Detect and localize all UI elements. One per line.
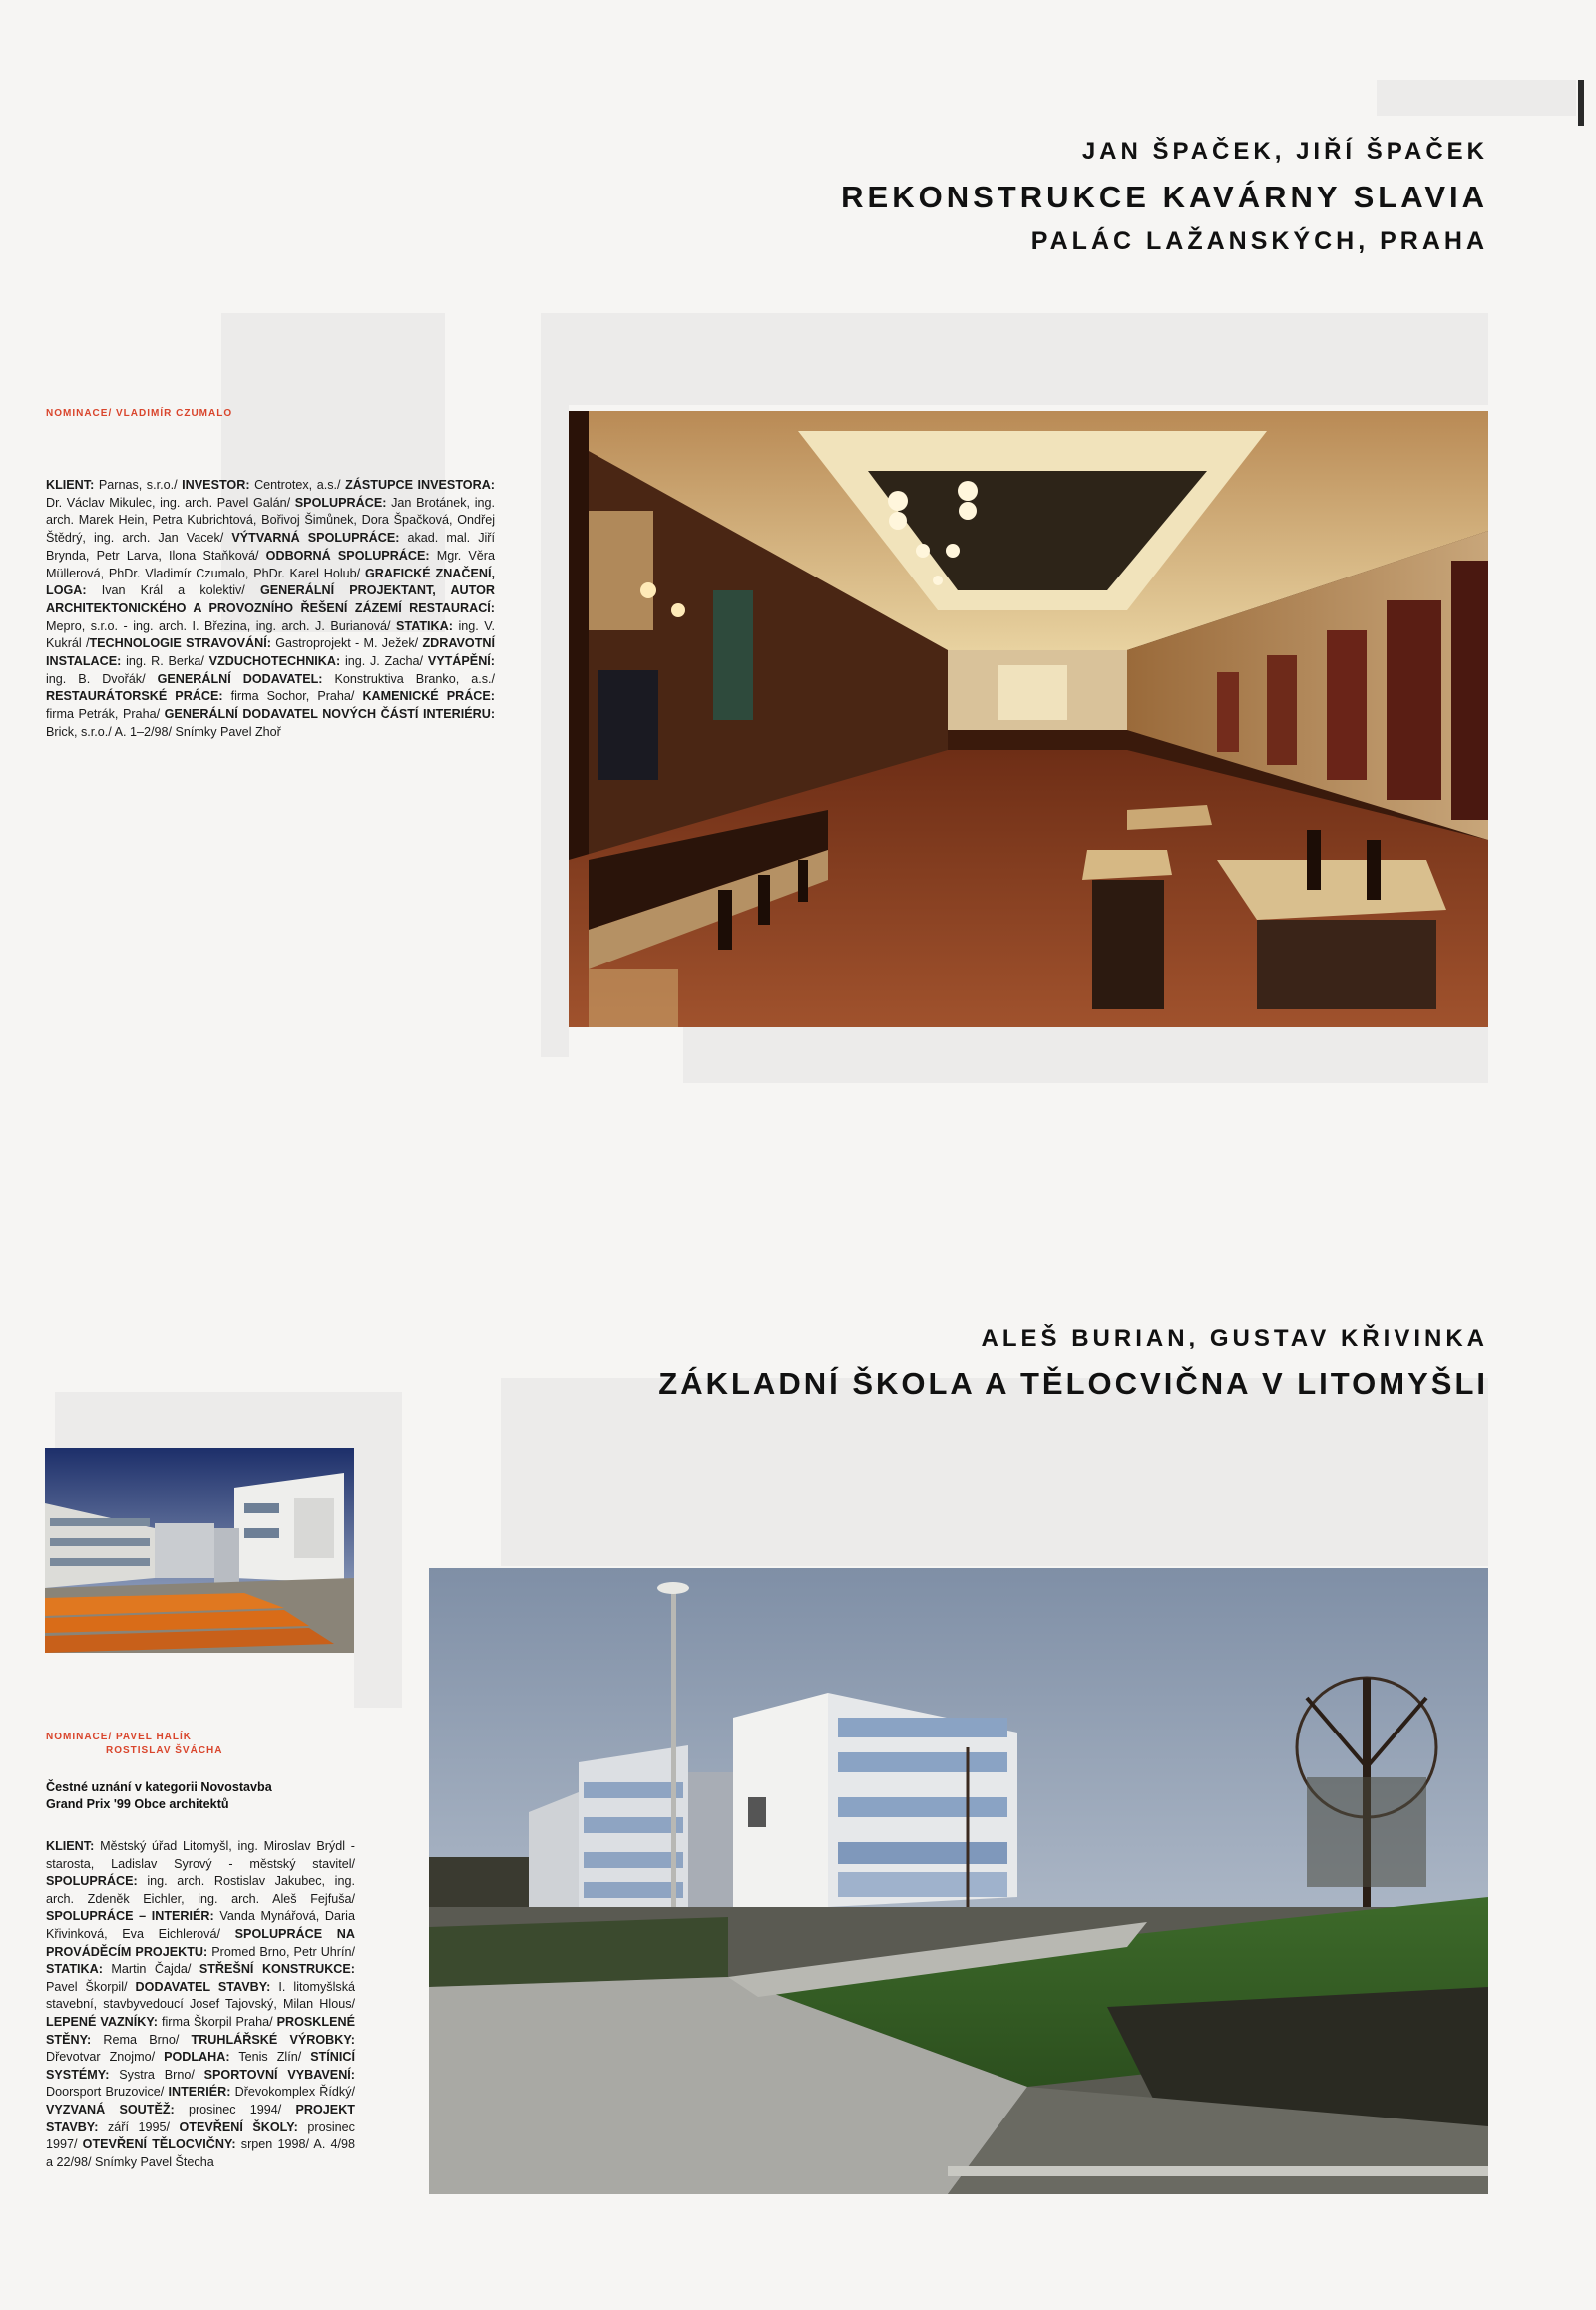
credit-label: SPORTOVNÍ VYBAVENÍ: bbox=[203, 2067, 355, 2082]
credit-label: VYTÁPĚNÍ: bbox=[427, 654, 495, 669]
credit-value: Dřevokomplex Řídký/ bbox=[230, 2085, 355, 2100]
credit-label: PODLAHA: bbox=[164, 2050, 230, 2065]
credit-label: RESTAURÁTORSKÉ PRÁCE: bbox=[46, 689, 223, 704]
cafe-interior-photo bbox=[569, 411, 1488, 1027]
credit-label: PROSKLENÉ STĚNY: bbox=[46, 2014, 355, 2047]
credit-label: GRAFICKÉ ZNAČENÍ, LOGA: bbox=[46, 566, 495, 598]
credit-value: akad. mal. Jiří Brynda, Petr Larva, Ilona Staňková/ bbox=[46, 531, 495, 563]
credit-value: Systra Brno/ bbox=[109, 2067, 204, 2082]
credit-label: PROJEKT STAVBY: bbox=[46, 2102, 355, 2134]
credit-label: STÍNICÍ SYSTÉMY: bbox=[46, 2050, 355, 2082]
credit-label: GENERÁLNÍ PROJEKTANT, AUTOR ARCHITEKTONICKÉHO A PROVOZNÍHO ŘEŠENÍ ZÁZEMÍ RESTAURACÍ: bbox=[46, 583, 495, 615]
school-building-photo bbox=[429, 1568, 1488, 2194]
credit-label: TECHNOLOGIE STRAVOVÁNÍ: bbox=[89, 636, 271, 651]
credit-value: srpen 1998/ A. 4/98 a 22/98/ Snímky Pavel Štecha bbox=[46, 2137, 355, 2169]
credit-value: I. litomyšlská stavební, stavbyvedoucí Josef Tajovský, Milan Hlous/ bbox=[46, 1979, 355, 2012]
section2-title: ZÁKLADNÍ ŠKOLA A TĚLOCVIČNA V LITOMYŠLI bbox=[658, 1366, 1488, 1401]
section2-nomination-line2: ROSTISLAV ŠVÁCHA bbox=[106, 1745, 223, 1756]
credit-value: ing. V. Kukrál / bbox=[46, 618, 496, 651]
show-through-panel bbox=[55, 1392, 402, 1448]
section2-nomination-line1: NOMINACE/ PAVEL HALÍK bbox=[46, 1732, 193, 1742]
credit-label: KAMENICKÉ PRÁCE: bbox=[362, 689, 495, 704]
credit-label: VYZVANÁ SOUTĚŽ: bbox=[46, 2102, 175, 2117]
credit-value: prosinec 1994/ bbox=[174, 2102, 296, 2117]
credit-label: SPOLUPRÁCE: bbox=[46, 1874, 138, 1889]
credit-label: DODAVATEL STAVBY: bbox=[135, 1979, 271, 1994]
credit-label: ODBORNÁ SPOLUPRÁCE: bbox=[265, 548, 430, 563]
credit-label: VÝTVARNÁ SPOLUPRÁCE: bbox=[231, 531, 400, 546]
section2-credits bbox=[46, 1838, 355, 2171]
credit-label: SPOLUPRÁCE – INTERIÉR: bbox=[46, 1909, 214, 1924]
credit-value: Dřevotvar Znojmo/ bbox=[46, 2050, 165, 2065]
credit-label: GENERÁLNÍ DODAVATEL NOVÝCH ČÁSTÍ INTERIÉRU: bbox=[164, 707, 496, 722]
credit-value: Pavel Škorpil/ bbox=[46, 1979, 136, 1994]
section1-credits bbox=[46, 477, 495, 742]
credit-label: TRUHLÁŘSKÉ VÝROBKY: bbox=[191, 2032, 355, 2047]
credit-value: Centrotex, a.s./ bbox=[249, 478, 346, 492]
credit-label: KLIENT: bbox=[46, 478, 95, 492]
credit-label: STATIKA: bbox=[46, 1962, 103, 1977]
school-courtyard-photo bbox=[45, 1448, 354, 1653]
credit-value: Městský úřad Litomyšl, ing. Miroslav Brýdl - starosta, Ladislav Syrový - městský stavitel/ bbox=[46, 1839, 355, 1871]
credit-value: firma Petrák, Praha/ bbox=[46, 707, 165, 722]
credit-value: Parnas, s.r.o./ bbox=[94, 478, 183, 492]
credit-label: VZDUCHOTECHNIKA: bbox=[208, 654, 341, 669]
credit-value: Tenis Zlín/ bbox=[229, 2050, 311, 2065]
page-edge-mark bbox=[1578, 80, 1584, 126]
credit-value: Jan Brotánek, ing. arch. Marek Hein, Petra Kubrichtová, Bořivoj Šimůnek, Dora Špačková, Ondřej Štědrý, ing. arch. Jan Vacek/ bbox=[46, 495, 495, 546]
credit-label: STŘEŠNÍ KONSTRUKCE: bbox=[199, 1962, 355, 1977]
section2-authors: ALEŠ BURIAN, GUSTAV KŘIVINKA bbox=[981, 1325, 1488, 1351]
credit-label: KLIENT: bbox=[46, 1839, 95, 1853]
credit-label: ZÁSTUPCE INVESTORA: bbox=[345, 478, 495, 492]
credit-value: Ivan Král a kolektiv/ bbox=[86, 583, 260, 598]
show-through-panel bbox=[683, 1027, 1488, 1083]
credit-label: ZDRAVOTNÍ INSTALACE: bbox=[46, 636, 495, 669]
credit-value: Mepro, s.r.o. - ing. arch. I. Březina, ing. arch. J. Burianová/ bbox=[46, 618, 397, 633]
credit-value: Brick, s.r.o./ A. 1–2/98/ Snímky Pavel Zhoř bbox=[46, 724, 281, 739]
credit-value: Promed Brno, Petr Uhrín/ bbox=[207, 1944, 355, 1959]
credit-value: ing. R. Berka/ bbox=[121, 654, 209, 669]
section1-title: REKONSTRUKCE KAVÁRNY SLAVIA bbox=[841, 180, 1488, 214]
credit-label: OTEVŘENÍ ŠKOLY: bbox=[179, 2119, 298, 2134]
credit-value: Rema Brno/ bbox=[91, 2032, 192, 2047]
credit-value: Konstruktiva Branko, a.s./ bbox=[322, 671, 496, 686]
credit-value: ing. arch. Rostislav Jakubec, ing. arch. Zdeněk Eichler, ing. arch. Aleš Fejfuša/ bbox=[46, 1874, 355, 1906]
credit-value: firma Škorpil Praha/ bbox=[158, 2014, 277, 2029]
credit-label: STATIKA: bbox=[396, 618, 453, 633]
credit-value: ing. B. Dvořák/ bbox=[46, 671, 158, 686]
credit-value: Martin Čajda/ bbox=[102, 1962, 200, 1977]
credit-label: SPOLUPRÁCE: bbox=[294, 495, 387, 510]
section1-subtitle: PALÁC LAŽANSKÝCH, PRAHA bbox=[1030, 227, 1488, 255]
show-through-panel bbox=[354, 1448, 402, 1708]
section2-award: Čestné uznání v kategorii Novostavba Grand Prix '99 Obce architektů bbox=[46, 1780, 272, 1811]
show-through-panel bbox=[541, 405, 569, 1057]
credit-label: GENERÁLNÍ DODAVATEL: bbox=[157, 671, 323, 686]
credit-label: LEPENÉ VAZNÍKY: bbox=[46, 2014, 158, 2029]
credit-value: září 1995/ bbox=[98, 2119, 180, 2134]
credit-value: Vanda Mynářová, Daria Křivinková, Eva Eichlerová/ bbox=[46, 1909, 355, 1941]
page-section-tab bbox=[1377, 80, 1576, 116]
credit-value: Gastroprojekt - M. Ježek/ bbox=[270, 636, 423, 651]
credit-value: ing. J. Zacha/ bbox=[340, 654, 428, 669]
show-through-panel bbox=[501, 1378, 1488, 1566]
credit-label: INTERIÉR: bbox=[168, 2085, 231, 2100]
credit-value: firma Sochor, Praha/ bbox=[222, 689, 363, 704]
credit-label: OTEVŘENÍ TĚLOCVIČNY: bbox=[82, 2137, 236, 2152]
credit-label: SPOLUPRÁCE NA PROVÁDĚCÍM PROJEKTU: bbox=[46, 1926, 355, 1959]
credit-label: INVESTOR: bbox=[182, 478, 250, 492]
credit-value: Dr. Václav Mikulec, ing. arch. Pavel Galán/ bbox=[46, 495, 295, 510]
show-through-panel bbox=[541, 313, 1488, 405]
section1-nomination: NOMINACE/ VLADIMÍR CZUMALO bbox=[46, 408, 233, 419]
credit-value: Doorsport Bruzovice/ bbox=[46, 2085, 169, 2100]
section1-authors: JAN ŠPAČEK, JIŘÍ ŠPAČEK bbox=[1081, 138, 1488, 165]
credit-value: Mgr. Věra Müllerová, PhDr. Vladimír Czumalo, PhDr. Karel Holub/ bbox=[46, 548, 496, 580]
credit-value: prosinec 1997/ bbox=[46, 2119, 355, 2152]
